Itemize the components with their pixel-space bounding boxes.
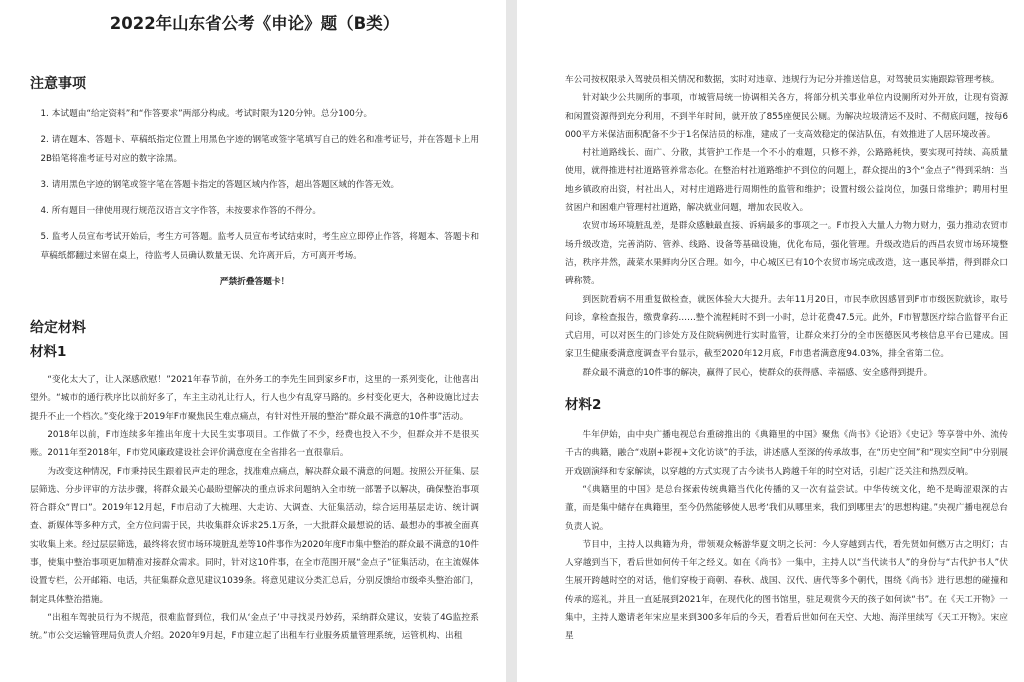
material-paragraph: 到医院看病不用重复做检查，就医体验大大提升。去年11月20日，市民李欣因感冒到F市市级医院就诊，取号问诊，拿检查报告，缴费拿药……整个流程耗时不到一小时，总计花费47.5元。此外，F市智慧医疗综合监督平台正式启用，可以对医生的门诊处方及住院病例进行实时监管，让群众来打分的全市医德医风考核信息平台已建成。国家卫生健康委满意度调查平台显示，截至2020年12月底，F市患者满意度94.03%，排全省第二位。: [565, 294, 1008, 360]
material-paragraph: 群众最不满意的10件事的解决，赢得了民心，使群众的获得感、幸福感、安全感得到提升。: [582, 367, 933, 378]
notice-item-number: 3.: [40, 179, 49, 190]
notice-item-text: 请在题本、答题卡、草稿纸指定位置上用黑色字迹的钢笔或签字笔填写自己的姓名和准考证号，并在答题卡上用2B铅笔将准考证号对应的数字涂黑。: [40, 135, 479, 164]
notice-item-number: 2.: [40, 135, 49, 146]
material-paragraph: 为改变这种情况，F市秉持民生跟着民声走的理念，找准难点痛点，解决群众最不满意的问题。按照公开征集、层层筛选、分步评审的方法步骤，将群众最关心最盼望解决的重点诉求问题纳入全市统一部署予以解决，确保整治事项符合群众“胃口”。2019年12月起，F市启动了大梳理、大走访、大调查、大征集活动，综合运用基层走访、统计调查、新媒体等多种方式，全方位问需于民，共收集群众诉求25.1万条，一大批群众最想说的话、最想办的事被全面真实收集上来。经过层层筛选，最终将农贸市场环境脏乱差等10件事作为2020年度F市集中整治的群众最不满意的10件事，使集中整治事项更加精准对接群众需求。同时，针对这10件事，在全市范围开展“金点子”征集活动，在主流媒体设置专栏，公开邮箱、电话，共征集群众意见建议1039条。将意见建议分类汇总后，分别反馈给市级牵头整治部门，制定具体整治措施。: [30, 466, 479, 605]
material-1-heading: 材料1: [30, 344, 67, 361]
material-paragraph: 针对缺少公共厕所的事项，市城管局统一协调相关各方，将部分机关事业单位内设厕所对外开放，让现有资源和闲置资源得到充分利用，不到半年时间，就开放了855座便民公厕。为解决垃圾清运不及时、不彻底问题，按每6000平方米保洁面积配备不少于1名保洁员的标准，建成了一支高效稳定的保洁队伍，有效推进了人居环境改善。: [565, 93, 1008, 140]
notice-item-number: 4.: [40, 206, 49, 217]
material-paragraph: 2018年以前，F市连续多年推出年度十大民生实事项目。工作做了不少，经费也投入不少，但群众并不是很买账。2011年至2018年，F市党风廉政建设社会评价满意度在全省排名一直很靠后。: [30, 429, 479, 459]
material-paragraph: 节目中，主持人以典籍为舟，带领观众畅游华夏文明之长河：今人穿越到古代，看先贤如何燃万古之明灯；古人穿越到当下，看后世如何传千年之经义。如在《尚书》一集中，主持人以“当代读书人”的身份与“古代护书人”伏生展开跨越时空的对话，他们穿梭于商朝、春秋、战国、汉代、唐代等多个朝代，围绕《尚书》进行思想的碰撞和传承的巡礼，并且一直延展到2021年，在现代化的图书馆里，驻足观赏今天的孩子如何读“书”。在《天工开物》一集中，主持人邀请老年宋应星来到300多年后的今天，看看后世如何在天空、大地、海洋里续写《天工开物》。宋应星: [565, 539, 1008, 642]
notice-item-number: 1.: [40, 109, 49, 119]
material-2-heading: 材料2: [565, 397, 602, 414]
notice-item-text: 监考人员宣布考试开始后，考生方可答题。监考人员宣布考试结束时，考生应立即停止作答，将题本、答题卡和草稿纸都翻过来留在桌上，待监考人员确认数量无误、允许离开后，方可离开考场。: [40, 232, 479, 261]
material-paragraph: “变化太大了，让人深感欣慰！”2021年春节前，在外务工的李先生回到家乡F市，这里的一系列变化，让他喜出望外。“城市的通行秩序比以前好多了，车主主动礼让行人，行人也少有乱穿马路的。乡村变化更大，各种设施比过去提升不止一个档次。”变化缘于2019年F市聚焦民生难点痛点，有针对性开展的整治“群众最不满意的10件事”活动。: [30, 375, 479, 422]
notice-list: [30, 105, 479, 265]
notice-item: [30, 202, 479, 220]
document-title: 2022年山东省公考《申论》题（B类）: [109, 14, 400, 33]
material-paragraph: 车公司按权限录入驾驶员相关情况和数据，实时对违章、违规行为记分并推送信息，对驾驶员实施跟踪管理考核。: [565, 75, 1000, 85]
notice-item-text: 本试题由“给定资料”和“作答要求”两部分构成。考试时限为120分钟。总分100分。: [51, 109, 373, 119]
notice-item-text: 所有题目一律使用现行规范汉语言文字作答，未按要求作答的不得分。: [51, 206, 322, 217]
document-page-left: [0, 0, 506, 682]
notice-item: [30, 176, 479, 194]
material-paragraph: “《典籍里的中国》是总台探索传统典籍当代化传播的又一次有益尝试。中华传统文化，绝不是晦涩艰深的古董，而是集中储存在典籍里，至今仍然能够使人思考‘我们从哪里来，我们到哪里去’的思想构建。”央视广播电视总台负责人说。: [565, 484, 1008, 532]
materials-heading: 给定材料: [30, 320, 86, 337]
material-paragraph: “出租车驾驶员行为不规范，很难监督到位，我们从‘金点子’中寻找灵丹妙药，采纳群众建议，安装了4G监控系统。”市公交运输管理局负责人介绍。2020年9月起，F市建立起了出租车行业服务质量管理系统，运管机构、出租: [30, 612, 479, 642]
notice-item: [30, 228, 479, 265]
notice-warning: 严禁折叠答题卡！: [219, 277, 290, 288]
notice-item-text: 请用黑色字迹的钢笔或签字笔在答题卡指定的答题区域内作答，超出答题区域的作答无效。: [51, 179, 400, 190]
material-paragraph: 牛年伊始，由中央广播电视总台重磅推出的《典籍里的中国》聚焦《尚书》《论语》《史记》等享誉中外、流传千古的典籍，融合“戏剧+影视+文化访谈”的手法，讲述感人至深的传承故事，在“历史空间”和“现实空间”中分别展开戏剧演绎和专家解读，以穿越的方式实现了古今读书人跨越千年的时空对话，引起广泛关注和热烈反响。: [565, 430, 1008, 477]
notice-item: [30, 131, 479, 168]
document-page-right: [517, 0, 1024, 682]
material-paragraph: 农贸市场环境脏乱差，是群众感触最直接、诉病最多的事项之一。F市投入大量人力物力财力，强力推动农贸市场升级改造，完善消防、管养、线路、设备等基础设施，优化布局，强化管理。升级改造后的西昌农贸市场环境整洁，秩序井然，蔬菜水果鲜肉分区合理。如今，中心城区已有10个农贸市场完成改造，这一惠民举措，得到群众口碑称赞。: [565, 221, 1008, 287]
notice-item-number: 5.: [40, 232, 49, 243]
notice-item: [30, 105, 479, 123]
material-paragraph: 村社道路线长、面广、分散，其管护工作是一个不小的难题，只修不养，公路路耗快，要实现可持续、高质量使用，就得推进村社道路管养常态化。在整治村社道路维护不到位的问题上，群众提出的3个“金点子”得到采纳：当地乡镇政府出资，村社出人，对村庄道路进行周期性的监管和维护；设置村级公益岗位，加强日常维护；聘用村里贫困户和困难户管理村社道路，解决就业问题，增加农民收入。: [565, 148, 1008, 214]
notice-heading: 注意事项: [30, 76, 86, 92]
